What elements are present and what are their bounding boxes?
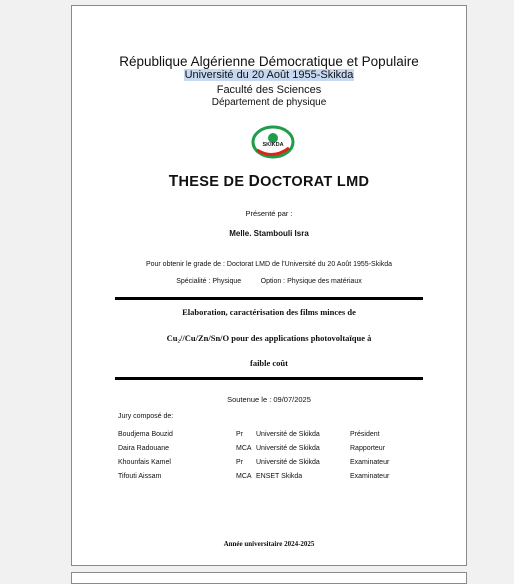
thesis-type-title: THESE DE DOCTORAT LMD xyxy=(168,173,370,190)
jury-name: Khounfais Kamel xyxy=(118,459,171,466)
title-bottom-rule xyxy=(115,377,423,380)
jury-grade: MCA xyxy=(236,445,252,452)
university-logo xyxy=(249,124,297,162)
thesis-title-line-2: Cu₂//Cu/Zn/Sn/O pour des applications photovoltaïque à xyxy=(166,333,372,343)
title-top-rule xyxy=(115,297,423,300)
thesis-title-line-3: faible coût xyxy=(249,358,288,368)
jury-grade: Pr xyxy=(236,459,243,466)
jury-role: Président xyxy=(350,431,380,438)
jury-name: Daira Radouane xyxy=(118,445,169,452)
logo-text: SKIKDA xyxy=(262,142,284,148)
jury-university: Université de Skikda xyxy=(256,459,320,466)
jury-role: Rapporteur xyxy=(350,445,386,452)
speciality-line: Spécialité : Physique Option : Physique des matériaux xyxy=(176,278,362,285)
next-page xyxy=(71,572,467,584)
presented-by-label: Présenté par : xyxy=(245,209,293,218)
academic-year: Année universitaire 2024-2025 xyxy=(223,540,315,548)
republic-heading: République Algérienne Démocratique et Populaire xyxy=(119,54,419,69)
grade-line: Pour obtenir le grade de : Doctorat LMD de l'Université du 20 Août 1955-Skikda xyxy=(145,261,393,268)
thesis-title-line-1: Elaboration, caractérisation des films minces de xyxy=(182,307,356,317)
jury-name: Tifouti Aissam xyxy=(118,473,162,480)
jury-label: Jury composé de: xyxy=(118,413,174,420)
university-heading xyxy=(72,69,466,81)
document-page xyxy=(71,5,467,566)
jury-grade: Pr xyxy=(236,431,243,438)
faculty-heading: Faculté des Sciences xyxy=(216,84,322,96)
jury-grade: MCA xyxy=(236,473,252,480)
jury-role: Examinateur xyxy=(350,473,390,480)
jury-name: Boudjema Bouzid xyxy=(118,431,173,438)
jury-university: ENSET Skikda xyxy=(256,473,303,480)
university-selected-text[interactable]: Université du 20 Août 1955-Skikda xyxy=(184,69,354,81)
defense-date: Soutenue le : 09/07/2025 xyxy=(227,395,311,404)
jury-university: Université de Skikda xyxy=(256,431,320,438)
author-name: Melle. Stambouli Isra xyxy=(229,229,309,238)
department-heading: Département de physique xyxy=(211,97,327,108)
jury-university: Université de Skikda xyxy=(256,445,320,452)
jury-role: Examinateur xyxy=(350,459,390,466)
